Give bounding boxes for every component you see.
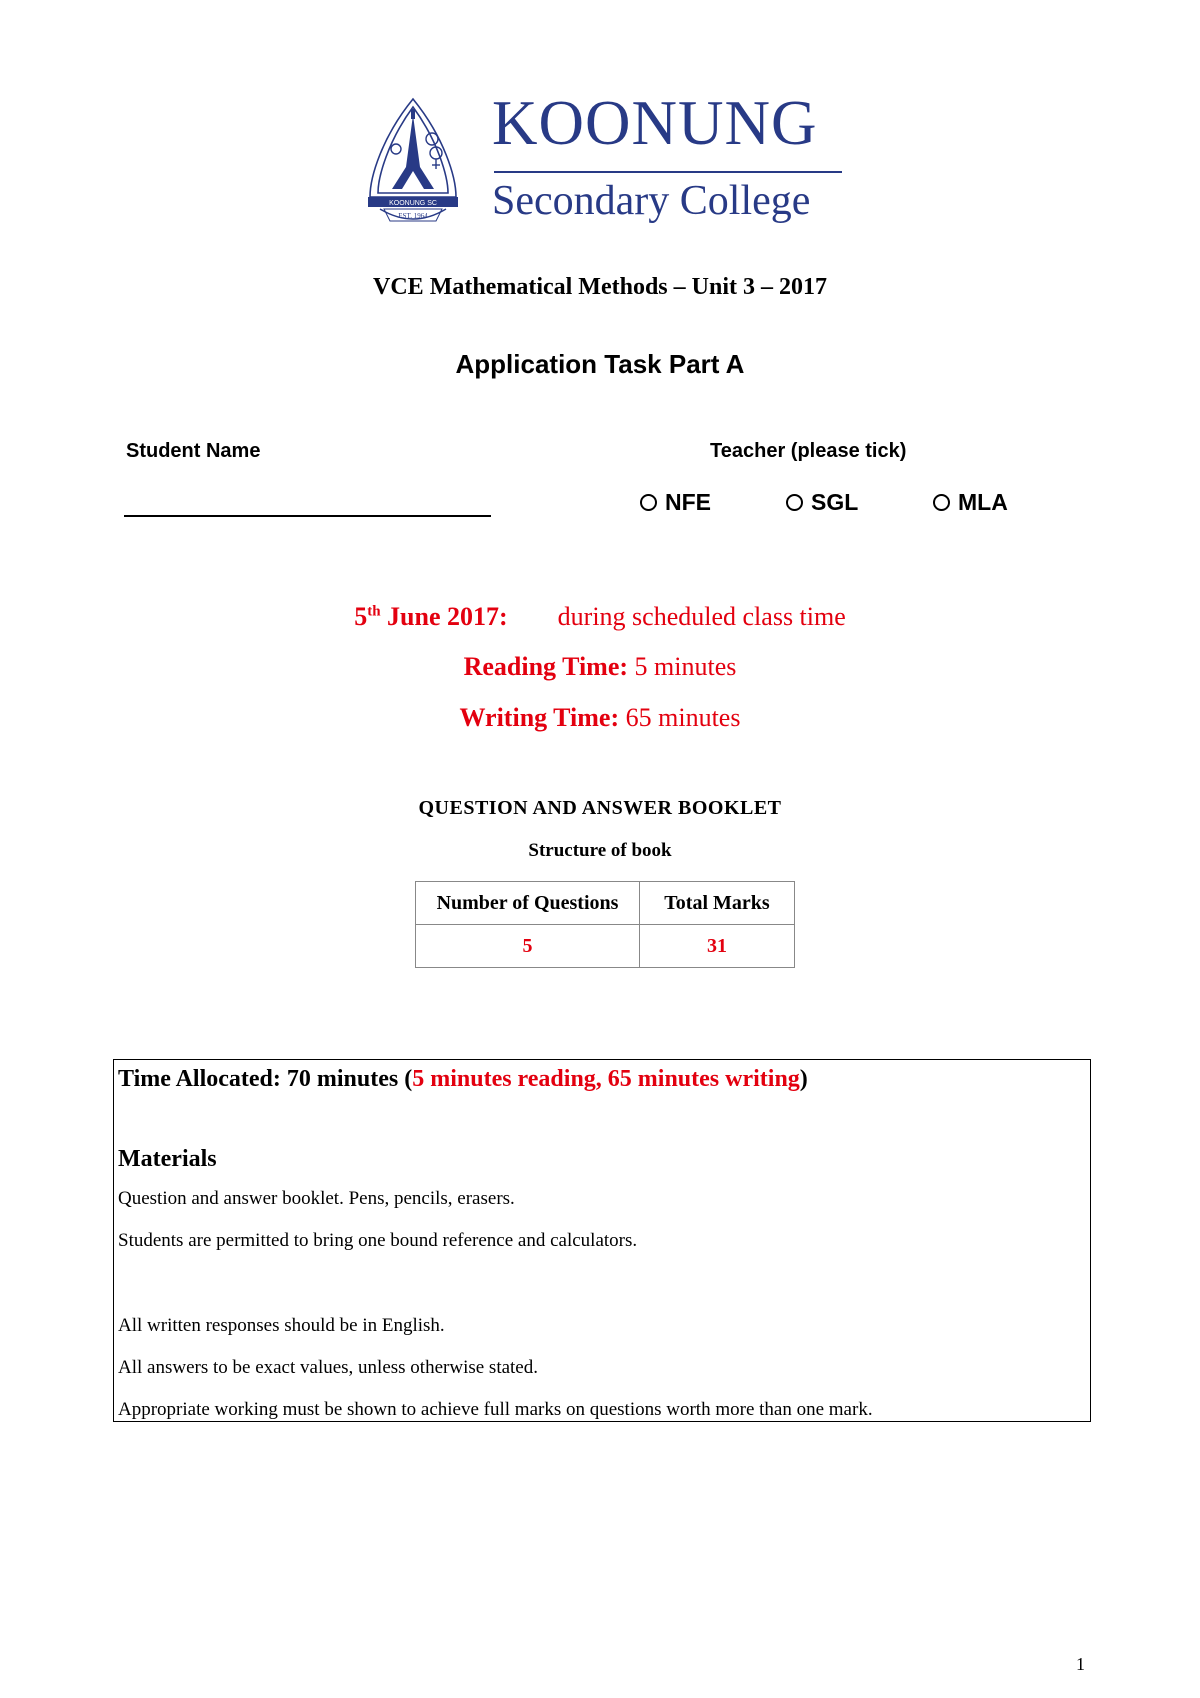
table-cell-questions: 5: [416, 925, 640, 968]
logo-college-name: KOONUNG: [492, 88, 818, 158]
teacher-option-label: MLA: [958, 489, 1008, 515]
logo-college-subtitle: Secondary College: [492, 178, 811, 224]
info-line: Appropriate working must be shown to achieve full marks on questions worth more than one mark.: [118, 1399, 873, 1420]
time-allocated-detail: 5 minutes reading, 65 minutes writing: [412, 1066, 800, 1092]
teacher-option-sgl[interactable]: [786, 489, 858, 516]
writing-time-label: Writing Time:: [459, 703, 620, 732]
table-row: [416, 925, 795, 968]
reading-time-label: Reading Time:: [463, 652, 629, 681]
instructions-box: [113, 1059, 1091, 1422]
date-day: 5: [354, 602, 368, 631]
teacher-option-mla[interactable]: [933, 489, 1008, 516]
reading-time-line: [0, 652, 1200, 682]
time-allocated-value: 70 minutes (: [280, 1066, 413, 1092]
info-line: Students are permitted to bring one bound reference and calculators.: [118, 1230, 638, 1251]
teacher-option-label: NFE: [665, 489, 711, 515]
time-allocated-label: Time Allocated:: [118, 1066, 281, 1092]
table-header-marks: Total Marks: [640, 882, 795, 925]
date-suffix: th: [367, 603, 381, 620]
reading-time-value: 5 minutes: [628, 652, 737, 681]
course-title: VCE Mathematical Methods – Unit 3 – 2017: [373, 274, 827, 300]
writing-time-value: 65 minutes: [619, 703, 741, 732]
teacher-option-nfe[interactable]: [640, 489, 711, 516]
radio-circle-icon[interactable]: [786, 494, 803, 511]
structure-title: Structure of book: [528, 840, 672, 861]
table-header-questions: Number of Questions: [416, 882, 640, 925]
exam-date-line: [0, 602, 1200, 632]
structure-table: [415, 881, 795, 968]
materials-heading: Materials: [118, 1146, 217, 1172]
student-name-line[interactable]: [124, 515, 491, 517]
teacher-label: Teacher (please tick): [710, 440, 907, 462]
task-title: Application Task Part A: [455, 349, 745, 379]
page-number: 1: [1076, 1654, 1085, 1674]
date-note: during scheduled class time: [557, 602, 846, 631]
radio-circle-icon[interactable]: [933, 494, 950, 511]
logo-divider: [494, 171, 842, 173]
table-cell-marks: 31: [640, 925, 795, 968]
crest-est-text: EST. 1964: [398, 212, 428, 220]
writing-time-line: [0, 703, 1200, 733]
info-line: Question and answer booklet. Pens, pencils, erasers.: [118, 1188, 515, 1209]
time-allocated-line: [118, 1066, 808, 1093]
info-line: All answers to be exact values, unless otherwise stated.: [118, 1357, 538, 1378]
time-allocated-close: ): [799, 1066, 808, 1092]
teacher-option-label: SGL: [811, 489, 859, 515]
info-line: All written responses should be in English.: [118, 1315, 445, 1336]
radio-circle-icon[interactable]: [640, 494, 657, 511]
booklet-title: QUESTION AND ANSWER BOOKLET: [418, 797, 782, 819]
table-header-row: [416, 882, 795, 925]
crest-name-text: KOONUNG SC: [389, 200, 437, 207]
college-crest-logo: [362, 97, 464, 232]
date-month-year: June 2017:: [380, 602, 508, 631]
student-name-label: Student Name: [126, 440, 261, 462]
